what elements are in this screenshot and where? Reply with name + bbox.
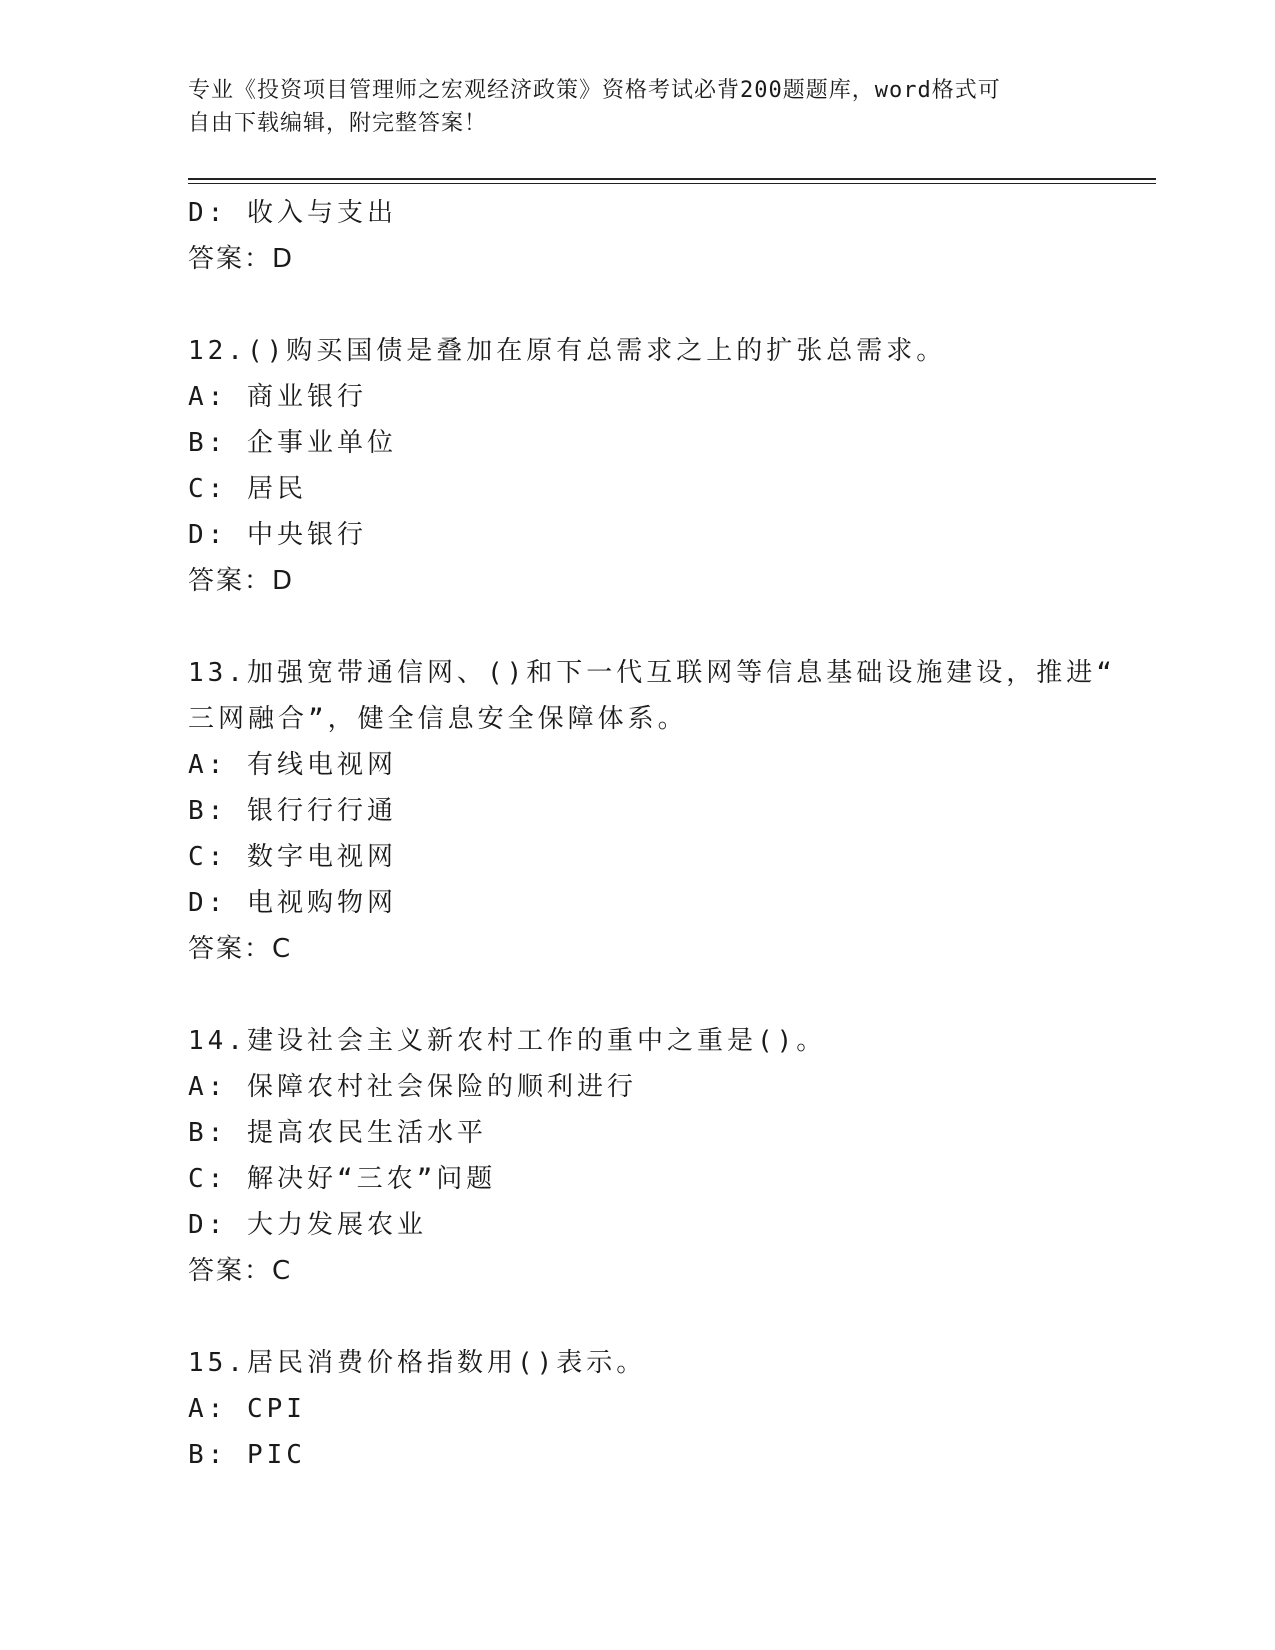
option-c: C: 居民: [188, 474, 307, 504]
option-c: C: 解决好“三农”问题: [188, 1164, 497, 1194]
option-a: A: 有线电视网: [188, 750, 397, 780]
answer-line: 答案：C: [188, 1256, 293, 1286]
question-stem: 14.建设社会主义新农村工作的重中之重是()。: [188, 1026, 827, 1056]
option-d: D: 收入与支出: [188, 198, 397, 228]
question-stem: 15.居民消费价格指数用()表示。: [188, 1348, 647, 1378]
document-header: [188, 74, 1068, 140]
question-12: [188, 328, 1088, 604]
spacer: [188, 1294, 1088, 1340]
option-a: A: 保障农村社会保险的顺利进行: [188, 1072, 637, 1102]
option-b: B: 银行行行通: [188, 796, 397, 826]
option-b: B: PIC: [188, 1440, 306, 1470]
question-stem: 13.加强宽带通信网、()和下一代互联网等信息基础设施建设，推进“: [188, 658, 1116, 688]
header-divider-bottom: [188, 183, 1156, 184]
option-d: D: 大力发展农业: [188, 1210, 427, 1240]
header-line-1: 专业《投资项目管理师之宏观经济政策》资格考试必背200题题库，word格式可: [188, 78, 1001, 103]
option-a: A: CPI: [188, 1394, 306, 1424]
answer-line: 答案：D: [188, 244, 295, 274]
answer-line: 答案：D: [188, 566, 295, 596]
answer-line: 答案：C: [188, 934, 293, 964]
header-divider-top: [188, 178, 1156, 180]
option-c: C: 数字电视网: [188, 842, 397, 872]
option-a: A: 商业银行: [188, 382, 367, 412]
question-13: [188, 650, 1116, 972]
option-b: B: 提高农民生活水平: [188, 1118, 487, 1148]
option-d: D: 中央银行: [188, 520, 367, 550]
option-d: D: 电视购物网: [188, 888, 397, 918]
spacer: [188, 282, 1088, 328]
header-line-2: 自由下载编辑，附完整答案！: [188, 111, 488, 136]
question-stem: 12.()购买国债是叠加在原有总需求之上的扩张总需求。: [188, 336, 947, 366]
question-14: [188, 1018, 1088, 1294]
option-b: B: 企事业单位: [188, 428, 397, 458]
spacer: [188, 972, 1088, 1018]
question-list: [188, 190, 1116, 1478]
spacer: [188, 604, 1088, 650]
question-15: [188, 1340, 1088, 1478]
question-stem-continued: 三网融合”，健全信息安全保障体系。: [188, 704, 688, 734]
